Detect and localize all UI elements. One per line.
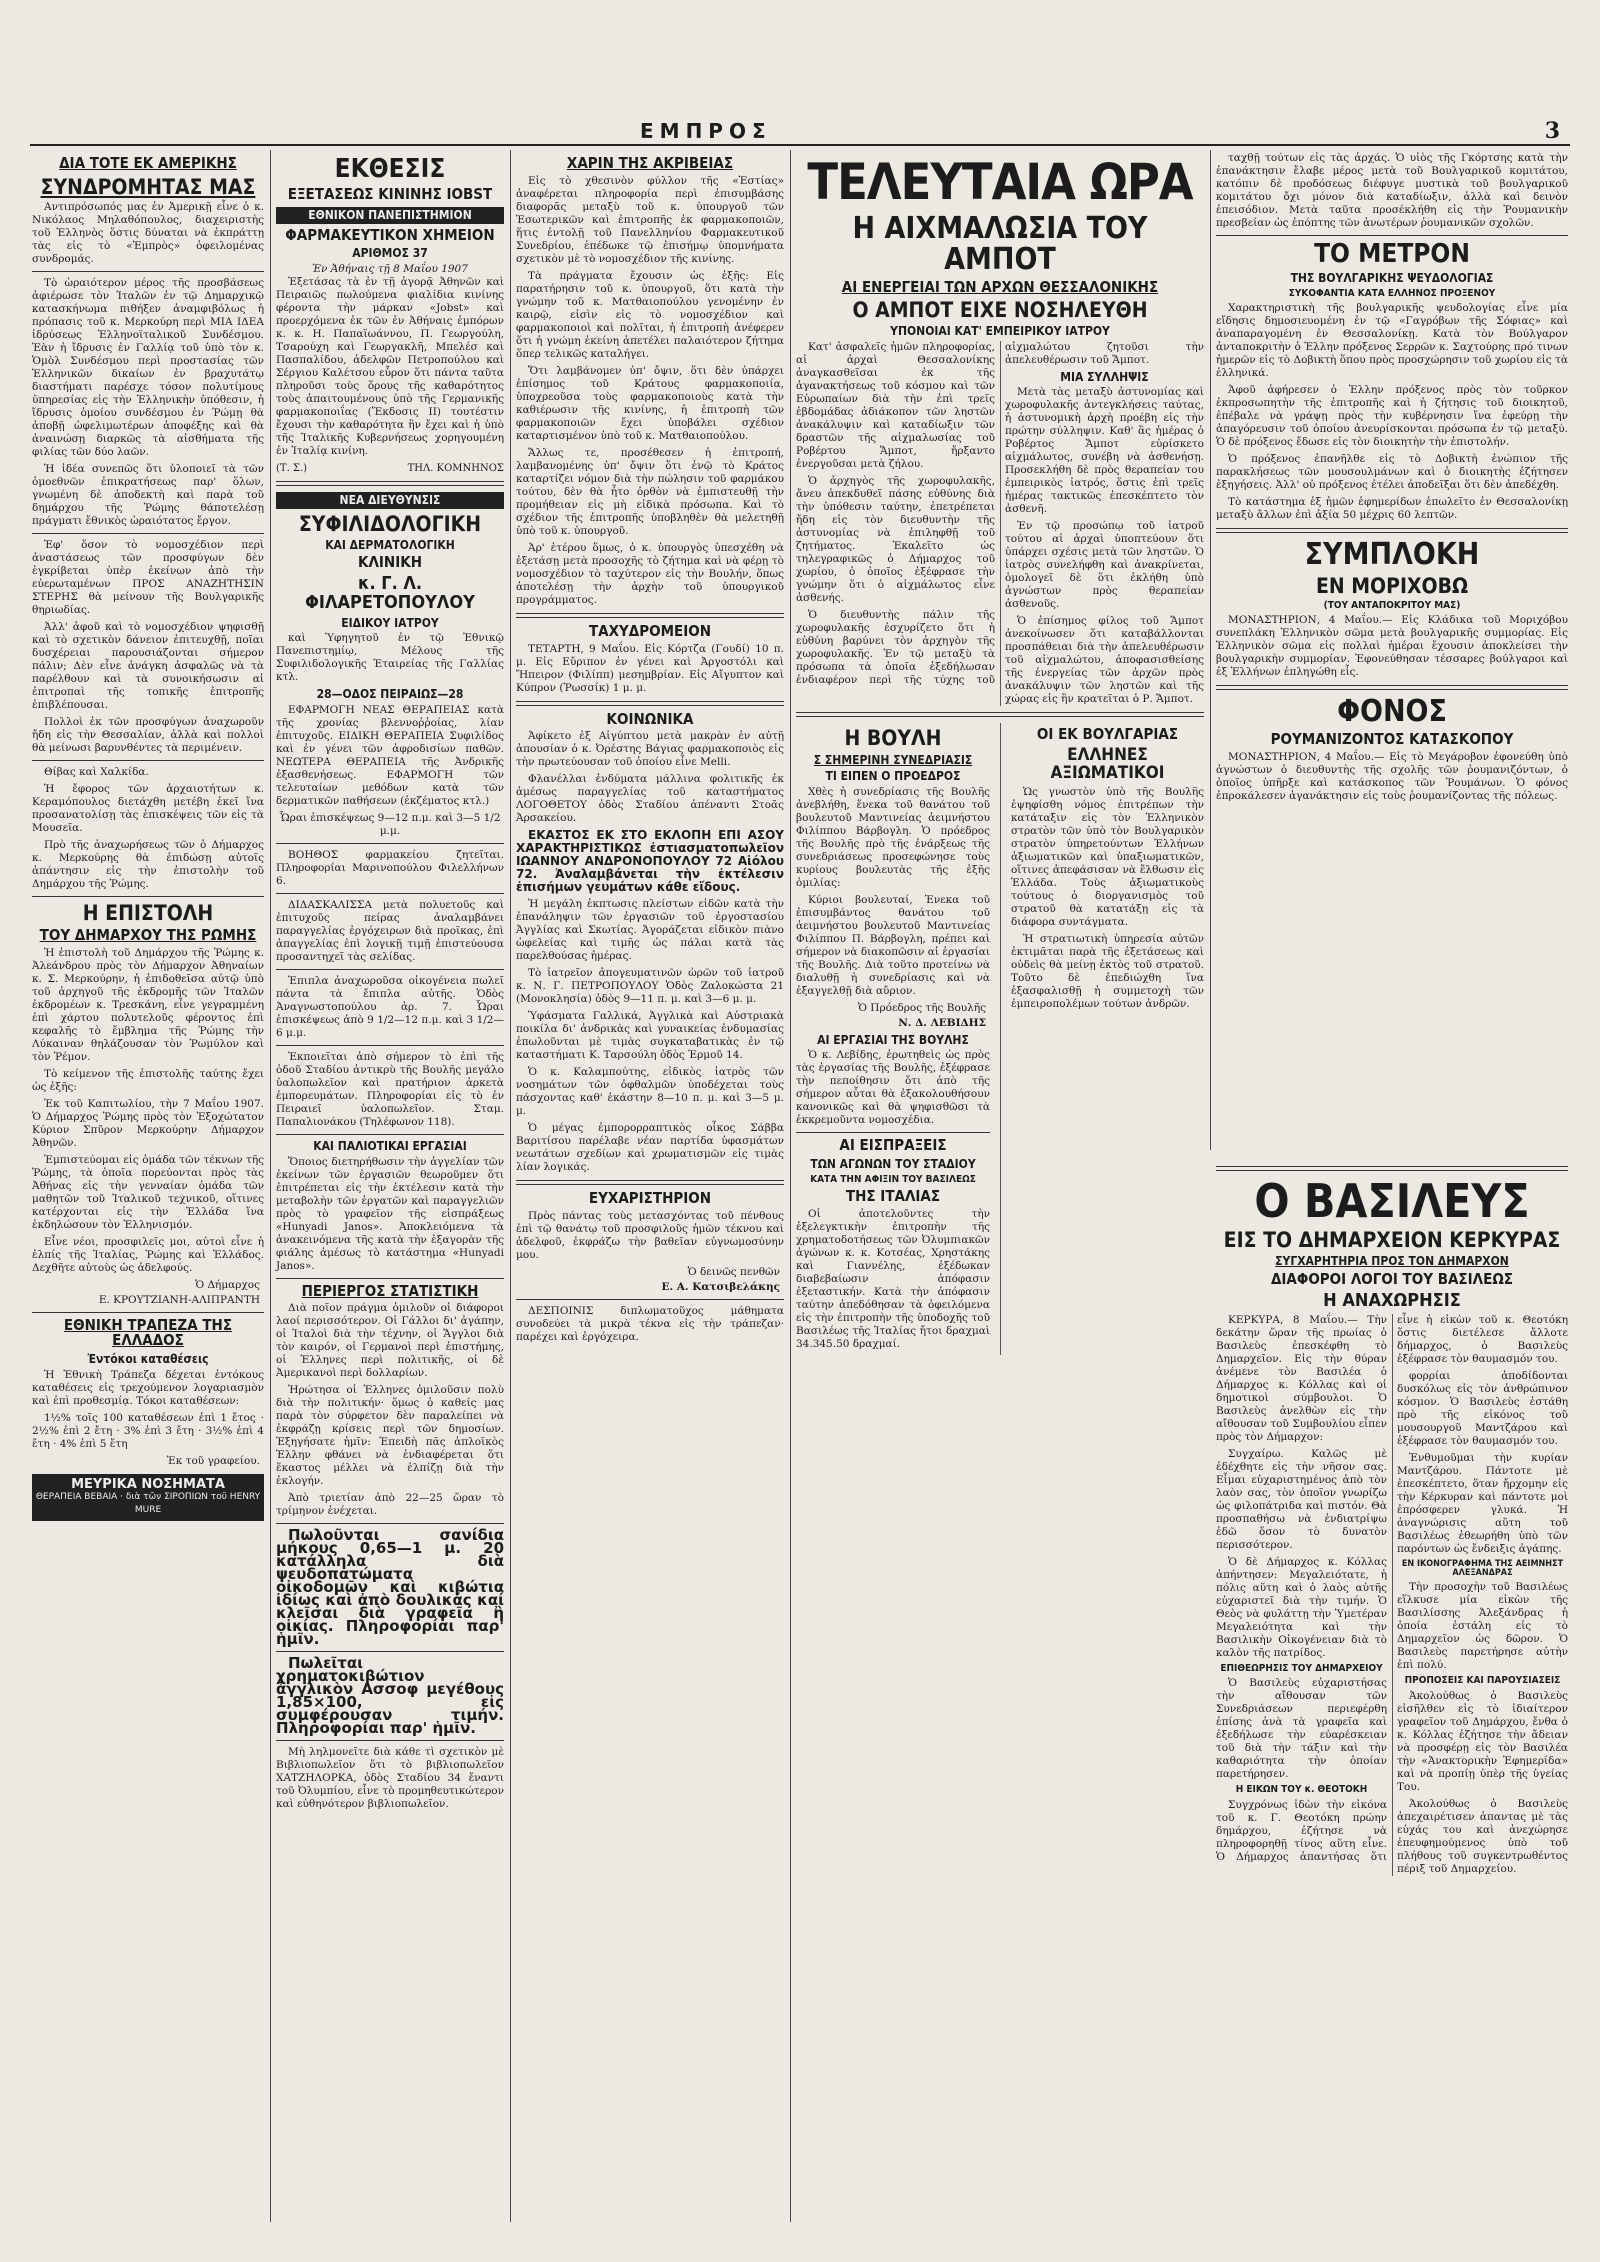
headline: ΣΥΝΔΡΟΜΗΤΑΣ ΜΑΣ	[40, 174, 256, 199]
column-rule	[790, 150, 791, 2222]
paragraph: Εἶνε νέοι, προσφιλεῖς μοι, αὐτοὶ εἶνε ἡ ἐλπίς τῆς Ἰταλίας, Ῥώμης καὶ Ἑλλάδος. Δεχθῆτε αὐτοὺς ὡς ἀδελφούς.	[32, 1235, 264, 1274]
headline: Η ΒΟΥΛΗ	[844, 726, 942, 751]
paragraph: Ἀκολούθως ὁ Βασιλεὺς ἀπεχαιρέτισεν ἀπαντας μὲ τὰς εὐχάς του καὶ ἀνεχώρησε ἐπευφημούμενος ὑπὸ τοῦ πλήθους τοῦ συγκεντρωθέντος πέριξ τοῦ Δημαρχείου.	[1397, 1797, 1568, 1875]
subheadline: ΑΙ ΕΡΓΑΣΙΑΙ ΤΗΣ ΒΟΥΛΗΣ	[817, 1032, 969, 1047]
classified-ad: ΒΟΗΘΟΣ φαρμακείου ζητεῖται. Πληροφορίαι Μαρινοπούλου Φιλελλήνων 6.	[276, 848, 504, 887]
headline: ΤΙ ΕΙΠΕΝ Ο ΠΡΟΕΔΡΟΣ	[825, 769, 961, 784]
officers-section	[1011, 723, 1204, 1354]
headline: ΟΙ ΕΚ ΒΟΥΛΓΑΡΙΑΣ	[1036, 725, 1179, 744]
headline: κ. Γ. Λ. ΦΙΛΑΡΕΤΟΠΟΥΛΟΥ	[305, 572, 475, 613]
divider	[276, 843, 504, 844]
headline: ΤΗΣ ΙΤΑΛΙΑΣ	[845, 1187, 941, 1206]
headline: ΦΟΝΟΣ	[1337, 694, 1447, 730]
masthead	[30, 118, 1570, 146]
paragraph: ΜΟΝΑΣΤΗΡΙΟΝ, 4 Μαΐου.— Εἰς τὸ Μεγάροβον ἐφονεύθη ὑπὸ ἀγνώστων ὁ διευθυντὴς τῆς σχολῆς τῶν ῥουμανιζόντων, ὁ ὁποῖος ὑπῆρξε καὶ κατάσκοπος τῶν Ῥουμάνων. Ὁ φόνος ἐπροκάλεσεν ἀγανάκτησιν εἰς τοὺς ῥουμανίζοντας τῆς πόλεως.	[1216, 750, 1568, 802]
headline: ΕΘΝΙΚΟΝ ΠΑΝΕΠΙΣΤΗΜΙΟΝ	[276, 207, 504, 224]
paragraph: Χθὲς ἡ συνεδρίασις τῆς Βουλῆς ἀνεβλήθη, ἕνεκα τοῦ θανάτου τοῦ βουλευτοῦ Μαντινείας ἀειμνήστου Φιλίππου Βάρβογλη. Ὁ πρόεδρος τῆς Βουλῆς πρὸ τῆς ἐνάρξεως τῆς συνεδριάσεως προσεφώνησε τοὺς κυρίους βουλευτὰς τῆς ἑξῆς ὁμιλίας:	[796, 785, 990, 889]
paragraph: Ὑφάσματα Γαλλικά, Ἀγγλικὰ καὶ Αὐστριακὰ ποικίλα δι' ἀνδρικὰς καὶ γυναικείας ἐνδυμασίας ἐπωλοῦνται μὲ τιμὰς συγκαταβατικὰς ἐν τῷ καταστήματι Κ. Ταρσούλη ὁδὸς Ἐρμοῦ 14.	[516, 1010, 784, 1062]
paragraph: Κύριοι βουλευταί, Ἐνεκα τοῦ ἐπισυμβάντος θανάτου τοῦ ἀειμνήστου βουλευτοῦ Μαντινείας Φιλίππου Π. Βάρβογλη, πρέπει καὶ σήμερον νὰ διακοπῶσιν αἱ ἐργασίαι τῆς Βουλῆς. Διὰ τοῦτο προτείνω νὰ διαλυθῇ ἡ συνεδρίασις καὶ νὰ ἐξαγγελθῇ διὰ αὔριον.	[796, 893, 990, 997]
lower-split	[796, 723, 1204, 1354]
headline-main: Ο ΒΑΣΙΛΕΥΣ	[1254, 1174, 1530, 1228]
rates-list: 1½% τοῖς 100 καταθέσεων ἐπὶ 1 ἔτος · 2½% ἐπὶ 2 ἔτη · 3% ἐπὶ 3 ἔτη · 3½% ἐπὶ 4 ἔτη · 4% ἐπὶ 5 ἔτη	[32, 1411, 264, 1450]
paragraph: Ὁ κ. Λεβίδης, ἐρωτηθεὶς ὡς πρὸς τὰς ἐργασίας τῆς Βουλῆς, ἐξέφρασε τὴν πεποίθησιν ὅτι ἀπὸ τῆς σήμερον αὗται θὰ ἐξακολουθήσουν κανονικῶς καὶ θὰ ψηφισθῶσι τὰ ἐκκρεμοῦντα νομοσχέδια.	[796, 1049, 990, 1127]
paragraph: Τὰ πράγματα ἔχουσιν ὡς ἑξῆς: Εἰς παρατήρησιν τοῦ κ. ὑπουργοῦ, ὅτι κατὰ τὴν γνώμην τοῦ κ. Ματθαιοπούλου γενομένην ἐν καιρῷ, εἰσὶν εἰς τὸ νομοσχέδιον καὶ φαρμακοποιοὶ καὶ πολῖται, ἡ ἐπιτροπὴ ἀνέφερεν ὅτι ἡ γνώμη ἐκείνη ἀπετέλει παλαιότερον ζήτημα ὅπερ τελικῶς καταλήγει.	[516, 269, 784, 360]
paragraph: Ἐμπιστεύομαι εἰς ὁμάδα τῶν τέκνων τῆς Ῥώμης, τὰ ὁποῖα πορεύονται πρὸς τὰς Ἀθήνας εἰς τὴν γενναίαν ὁμάδα τῶν μαθητῶν τοῦ Ἰταλικοῦ τεχνικοῦ, οἵτινες κατέρχονται εἰς τὴν Ἑλλάδα ἵνα ἐκδηλώσουν τὸν Ἑλληνισμόν.	[32, 1153, 264, 1231]
classified-ad: Μὴ ληλμονεῖτε διὰ κάθε τὶ σχετικὸν μὲ Βιβλιοπωλεῖον ὅτι τὸ βιβλιοπωλεῖον ΧΑΤΖΗΛΟΡΚΑ, ὁδὸς Σταδίου 34 ἔναντι τοῦ Ὀλυμπίου, εἶνε τὸ προμηθευτικώτερον καὶ εὐθηνότερον βιβλιοπωλεῖον.	[276, 1746, 504, 1811]
paragraph: Ὁ διευθυντὴς πάλιν τῆς χωροφυλακῆς ἐσχυρίζετο ὅτι ἡ εὐθύνη βαρύνει τὸν ἀρχηγὸν τῆς χωροφυλακῆς. Ἐν τῷ μεταξὺ τὰ πρόσωπα τὰ ὁποῖα ἐξεδήλωσαν ἐνδιαφέρον περὶ τῆς τύχης τοῦ αἰχμαλώτου ζητοῦσι τὴν ἀπελευθέρωσιν τοῦ Ἄμποτ.	[796, 340, 1204, 686]
paragraph: Εἰς τὸ χθεσινὸν φύλλον τῆς «Ἑστίας» ἀναφέρεται πληροφορία περὶ ἐπισυμβάσης διαφορᾶς μεταξὺ τοῦ κ. ὑπουργοῦ τῶν Ἐσωτερικῶν καὶ ἐπιτροπῆς ἐκ φαρμακοποιῶν, ἥτις ἐντολῇ τοῦ Πανελληνίου Φαρμακευτικοῦ Συνεδρίου, ἐπέδωκε τῷ ἐπισήμῳ ὑπομνήματα σχετικὸν μὲ τὸ νομοσχέδιον τῆς κινίνης.	[516, 174, 784, 265]
headline: ΚΛΙΝΙΚΗ	[358, 553, 422, 572]
headline: ΕΚΘΕΣΙΣ	[334, 154, 446, 184]
paragraph: Ἐφ' ὅσον τὸ νομοσχέδιον περὶ ἀναστάσεως τῶν προσφύγων δὲν ἐγκρίβεται ὑπὲρ ἐκείνων ἀπὸ τὴν εὐερωταμένων ΠΡΟΣ ΑΝΑΖΗΤΗΣΙΝ ΣΤΕΡΗΣ θὰ μείνουν τῆς Βουλγαρικῆς θηριωδίας.	[32, 538, 264, 616]
divider	[276, 1045, 504, 1046]
subheadline: ΕΠΙΘΕΩΡΗΣΙΣ ΤΟΥ ΔΗΜΑΡΧΕΙΟΥ	[1220, 1662, 1383, 1674]
divider	[276, 1740, 504, 1741]
subheadline: Η ΕΙΚΩΝ ΤΟΥ κ. ΘΕΟΤΟΚΗ	[1235, 1784, 1368, 1796]
headline: ΕΘΝΙΚΗ ΤΡΑΠΕΖΑ ΤΗΣ ΕΛΛΑΔΟΣ	[63, 1315, 233, 1350]
headline: ΕΥΧΑΡΙΣΤΗΡΙΟΝ	[588, 1189, 712, 1208]
divider	[796, 1132, 990, 1133]
paragraph: Συγχαίρω. Καλῶς μὲ ἐδέχθητε εἰς τὴν νῆσον σας. Εἶμαι εὐχαριστημένος ἀπὸ τὸν λαὸν σας, τὸν ὁποῖον γνωρίζω ὡς φιλοπάτριδα καὶ πιστόν. Θὰ προσπαθήσω νὰ ἐνδιατρίψω ἐδῶ ὅσον τὸ δυνατὸν περισσότερον.	[1216, 1447, 1387, 1551]
classified-ad: Ἐπιπλα ἀναχωροῦσα οἰκογένεια πωλεῖ πάντα τὰ ἔπιπλα αὐτῆς. Ὁδὸς Ἀναγνωστοπούλου ἀρ. 7. Ὧραι ἐπισκέψεως ἀπὸ 9 1/2—12 π.μ. καὶ 3 1/2—6 μ.μ.	[276, 974, 504, 1039]
divider	[516, 613, 784, 618]
paragraph: Πρὸ τῆς ἀναχωρήσεως τῶν ὁ Δήμαρχος κ. Μερκούρης θὰ ἐπιδώσῃ αὐτοῖς ἀπάντησιν εἰς τὴν ἐπιστολὴν τοῦ Δημάρχου τῆς Ῥώμης.	[32, 838, 264, 890]
headline: (ΤΟΥ ΑΝΤΑΠΟΚΡΙΤΟΥ ΜΑΣ)	[1323, 599, 1461, 611]
divider	[1216, 235, 1568, 236]
signature-row	[276, 462, 504, 475]
paragraph: Ἐν τῷ προσώπῳ τοῦ ἰατροῦ τούτου αἱ ἀρχαὶ ὑποπτεύουν ὅτι ὑπάρχει σχέσις μετὰ τῶν ληστῶν. Ὁ ἰατρὸς συνελήφθη καὶ ἀνακρίνεται, ὁμολογεῖ δὲ ὅτι ἐκλήθη ὑπὸ ἀγνώστων πρὸς θεραπείαν ἀσθενοῦς.	[1005, 520, 1204, 611]
headline: Σ ΣΗΜΕΡΙΝΗ ΣΥΝΕΔΡΙΑΣΙΣ	[813, 752, 973, 767]
article-columns	[796, 341, 1204, 707]
headline: ΑΙ ΕΙΣΠΡΑΞΕΙΣ	[839, 1136, 947, 1155]
parliament-section	[796, 723, 990, 1354]
paragraph: Ἀφοῦ ἀφήρεσεν ὁ Ἑλλην πρόξενος πρὸς τὸν τοῦρκον ἐκπροσωπητὴν τῆς ἐπιτροπῆς καὶ ἡ ζήτησις τοῦ διοικητοῦ, ἐπέβαλε νὰ γράψῃ πρὸς τὴν κυβέρνησιν ἵνα ἐφεύρῃ τὴν ἀπαγόρευσιν τοῦ ὁποίου ἀνευρίσκονται πρόσωπα ἐν τῷ μεταξύ. Ὁ δὲ πρόξενος ἔδωσε εἰς τὸν διοικητὴν τὴν ἐπιστολήν.	[1216, 384, 1568, 449]
paragraph: Ὁ ἐπίσημος φίλος τοῦ Ἄμποτ ἀνεκοίνωσεν ὅτι καταβάλλονται προσπάθειαι διὰ τὴν ἀπελευθέρωσιν τοῦ αἰχμαλώτου, ἀποφασισθείσης τῆς ἐνεργείας τῶν ἀρχῶν πρὸς ἀνακάλυψιν τῶν ληστῶν καὶ τῆς χώρας εἰς ἣν κρατεῖται ὁ Ρ. Ἄμποτ.	[1005, 615, 1204, 706]
headline: ΥΠΟΝΟΙΑΙ ΚΑΤ' ΕΜΠΕΙΡΙΚΟΥ ΙΑΤΡΟΥ	[890, 324, 1110, 339]
headline: ΚΑΤΑ ΤΗΝ ΑΦΙΞΙΝ ΤΟΥ ΒΑΣΙΛΕΩΣ	[810, 1173, 976, 1185]
headline-main: ΤΕΛΕΥΤΑΙΑ ΩΡΑ	[807, 153, 1193, 211]
headline: Ο ΑΜΠΟΤ ΕΙΧΕ ΝΟΣΗΛΕΥΘΗ	[852, 298, 1148, 323]
classified-ad: Πωλεῖται χρηματοκιβώτιον ἀγγλικὸν Ασσοφ μεγέθους 1,85×100, εἰς συμφέρουσαν τιμήν. Πληροφορίαι παρ' ἡμῖν.	[276, 1654, 504, 1738]
headline: ΕΙΣ ΤΟ ΔΗΜΑΡΧΕΙΟΝ ΚΕΡΚΥΡΑΣ	[1223, 1228, 1561, 1253]
headline: Η ΑΙΧΜΑΛΩΣΙΑ ΤΟΥ ΑΜΠΟΤ	[852, 210, 1148, 277]
article-columns	[1216, 1314, 1568, 1876]
column-3	[516, 152, 784, 2222]
paragraph: ταχθῇ τούτων εἰς τὰς ἀρχάς. Ὁ υἱὸς τῆς Γκόρτσης κατὰ τὴν ἐπανάκτησιν ἔλαβε μέρος μετὰ τοῦ Βουλγαρικοῦ κομιτάτου, κατόπιν δὲ προδόσεως διέφυγε μυστικὰ τοῦ βουλγαρικοῦ κομιτάτου ὄχι μόνον διὰ καταδίωξιν, ἀλλὰ καὶ δεινὸν ἐπεισόδιον. Μετὰ ταῦτα προσέκλήθη εἰς τὴν Ῥουμανικὴν πρεσβείαν ὡς ἐπόπτης τῶν ἀνωτέρων ῥουμανικῶν σχολῶν.	[1216, 152, 1568, 229]
column-rule	[510, 150, 511, 2222]
headline: ΤΗΣ ΒΟΥΛΓΑΡΙΚΗΣ ΨΕΥΔΟΛΟΓΙΑΣ	[1290, 271, 1494, 286]
paragraph: ΜΟΝΑΣΤΗΡΙΟΝ, 4 Μαΐου.— Εἰς Κλάδικα τοῦ Μοριχόβου συνεπλάκη Ἑλληνικὸν σῶμα μετὰ βουλγαρικῆς συμμορίας. Εἰς Ἑλληνικὸν σῶμα εἰς πολλαὶ ἡμέραι ἔχουσιν ἀποκλείσει τὴν βουλγαρικὴν συμμορίαν. Ἐφονεύθησαν τέσσαρες βούλγαροι καὶ ἐξ Ἑλλήνων ἐπληγώθη εἷς.	[1216, 614, 1568, 679]
headline: ΕΛΛΗΝΕΣ ΑΞΙΩΜΑΤΙΚΟΙ	[1050, 745, 1165, 784]
signature: Ν. Δ. ΛΕΒΙΔΗΣ	[898, 1016, 986, 1029]
headline: ΚΑΙ ΔΕΡΜΑΤΟΛΟΓΙΚΗ	[325, 537, 455, 552]
paragraph: φορρίαι ἀποδίδονται δυσκόλως εἰς τὸν ἀνθρώπινον κόσμον. Ὁ Βασιλεὺς ἐστάθη πρὸ τῆς εἰκόνος τοῦ μουσουργοῦ Μαντζάρου καὶ ἐξέφρασε τὸν θαυμασμόν του.	[1397, 1369, 1568, 1447]
paragraph: Ὅποιος διετηρήθωσιν τὴν ἀγγελίαν τῶν ἐκείνων τῶν ἐργασιῶν θεωροῦμεν ὅτι ἐπιτρέπεται εἰς τὴν ἐκτέλεσιν κατὰ τὴν μεταβολὴν τῶν ἐργατῶν καὶ παραγγελιῶν πρὸς τὸ γραφεῖον τῆς εἰσπράξεως «Hunyadi Janos». Ἀποκλειόμενα τὰ ἀνακεινόμενα τῆς κατὰ τὴν ἐξαγορὰν τῆς φιάλης ἀμέσως τὸ κατάστημα «Hunyadi Janos».	[276, 1155, 504, 1272]
divider	[516, 1180, 784, 1185]
paragraph: Φλανέλλαι ἐνδύματα μάλλινα φολιτικῆς ἐκ ἀμέσως παραγγελίας τοῦ καταστήματος ΛΟΓΟΘΕΤΟΥ ὁδὸς Σταδίου ἀπέναντι Στοᾶς Ἀρσακείου.	[516, 773, 784, 825]
divider	[276, 481, 504, 486]
paragraph: Ἀλλ' ἀφοῦ καὶ τὸ νομοσχέδιον ψηφισθῇ καὶ τὸ σχετικὸν δάνειον ἐπιτευχθῇ, ποῖαι δυσχέρειαι παρουσιάζονται σήμερον πάλιν; Δὲν εἶνε ἀνάγκη ἀσφαλῶς νὰ τὰ παρέλθουν καὶ τὰ συνοικήσωσιν αἱ ἐπιτροπαὶ τῆς τοπικῆς ἐπιτροπῆς ἐπιβλέπουσαι.	[32, 620, 264, 711]
paragraph: Ὁ μέγας ἐμπορορραπτικὸς οἶκος Σάββα Βαριτίσου παρέλαβε νέαν παρτίδα ὑφασμάτων νεωτάτων σχεδίων καὶ χρωματισμῶν εἰς τιμὰς λίαν λογικάς.	[516, 1122, 784, 1174]
paragraph: Τὸ κείμενον τῆς ἐπιστολῆς ταύτης ἔχει ὡς ἑξῆς:	[32, 1067, 264, 1093]
paragraph: Ὡς γνωστὸν ὑπὸ τῆς Βουλῆς ἐψηφίσθη νόμος ἐπιτρέπων τὴν κατάταξιν εἰς τὸν Ἑλληνικὸν στρατὸν τῶν ὑπὸ τὸν Βουλγαρικὸν στρατὸν ὑπηρετούντων Ἑλλήνων ἀξιωματικῶν καὶ ὑπαξιωματικῶν, οἵτινες ἀπεφάσισαν νὰ ἔλθωσιν εἰς Ἑλλάδα. Τοὺς ἀξιωματικοὺς τούτους ὁ διοργανισμὸς τοῦ στρατοῦ θὰ κατατάξῃ εἰς τὰ διάφορα συντάγματα.	[1010, 785, 1204, 928]
headline: ΤΑΧΥΔΡΟΜΕΙΟΝ	[588, 621, 712, 640]
paragraph: Ἀκολούθως ὁ Βασιλεὺς εἰσῆλθεν εἰς τὸ ἰδιαίτερον γραφεῖον τοῦ Δημάρχου, ἔνθα ὁ κ. Κόλλας ἐζήτησε τὴν ἄδειαν νὰ προσφέρῃ εἰς τὸν Βασιλέα τὴν «Ἀνακτορικὴν Ἐφημερίδα» καὶ νὰ προπίῃ ὑπὲρ τῆς ὑγείας Του.	[1397, 1689, 1568, 1793]
paragraph: Ἡ ἰδέα συνεπῶς ὅτι ὑλοποιεῖ τὰ τῶν ὁμοεθνῶν ἐπικρατήσεως παρ' ὅλων, γνωμένη δὲ ἀποδεκτὴ καὶ παρὰ τοῦ δημάρχου τῆς Ῥώμης θάποτελέσῃ πράγματι ἔθνικὸς ὡραιότατος ἔργον.	[32, 462, 264, 527]
column-1	[32, 152, 264, 2222]
headline: ΔΙΑ ΤΟΤΕ ΕΚ ΑΜΕΡΙΚΗΣ	[59, 154, 237, 172]
headline: ΕΙΔΙΚΟΥ ΙΑΤΡΟΥ	[341, 615, 439, 630]
signature: Ἐκ τοῦ γραφείου.	[166, 1454, 260, 1467]
signature: ΤΗΛ. ΚΟΜΝΗΝΟΣ	[407, 462, 504, 474]
paragraph: Συγχρόνως ἰδὼν τὴν εἰκόνα τοῦ κ. Γ. Θεοτόκη πρώην δημάρχου, ἐζήτησε νὰ πληροφορηθῇ τίνος αὕτη εἶνε. Ὁ Δήμαρχος ἀπαντήσας ὅτι εἶνε ἡ εἰκὼν τοῦ κ. Θεοτόκη ὅστις διετέλεσε ἄλλοτε δήμαρχος, ὁ Βασιλεὺς ἐξέφρασε τὸν θαυμασμόν του.	[1216, 1313, 1568, 1863]
headline: ΕΝ ΜΟΡΙΧΟΒΩ	[1315, 573, 1469, 598]
headline: ΠΕΡΙΕΡΓΟΣ ΣΤΑΤΙΣΤΙΚΗ	[301, 1281, 479, 1300]
paragraph: Ἀρ' ἑτέρου ὅμως, ὁ κ. ὑπουργὸς ὑπεσχέθη νὰ ἐξετάσῃ μετὰ προσοχῆς τὸ ζήτημα καὶ νὰ φέρῃ τὸ νομοσχέδιον τὸ ταχύτερον εἰς τὴν Βουλήν, ὅπως ἀποτελέσῃ τὴν ἀρχὴν τοῦ ὑπουργικοῦ προγράμματος.	[516, 541, 784, 606]
paragraph: Διὰ ποῖον πράγμα ὁμιλοῦν οἱ διάφοροι λαοί περισσότερον. Οἱ Γάλλοι δι' ἀγάπην, οἱ Ἰταλοὶ διὰ τὴν τέχνην, οἱ Ἄγγλοι διὰ τὸν καιρόν, οἱ Γερμανοὶ περὶ ἐπιστήμης, οἱ Ἑλληνες περὶ πολιτικῆς, οἱ δὲ Ἀμερικανοὶ περὶ δολλαρίων.	[276, 1302, 504, 1380]
address: 28—ΟΔΟΣ ΠΕΙΡΑΙΩΣ—28	[316, 687, 464, 702]
office-hours: Ὧραι ἐπισκέψεως 9—12 π.μ. καὶ 3—5 1/2 μ.μ.	[279, 811, 501, 837]
paragraph: Ἠρώτησα οἱ Ἑλληνες ὁμιλοῦσιν πολὺ διὰ τὴν πολιτικήν· ὅμως ὁ καθείς μας παρὰ τὸν σύρφετον δὲν παραλείπει νὰ ἐκφράζῃ κρίσεις περὶ τῶν δημοσίων. Ἐξηγήσατε ἡμῖν: Ἐπειδὴ πᾶς ἀπλοϊκὸς Ἑλλην φθάνει νὰ ἐνδιαφέρεται ὅτι ἕκαστος μέλλει νὰ ἐλπίζῃ διὰ τὴν ἐκλογήν.	[276, 1384, 504, 1488]
divider	[516, 1299, 784, 1300]
paragraph: Ἀφίκετο ἐξ Αἰγύπτου μετὰ μακρὰν ἐν αὐτῇ ἀπουσίαν ὁ κ. Ὀρέστης Βάγιας φαρμακοποιὸς εἰς τὴν πρωτεύουσαν τοῦ ὁποίου εἶνε Μelli.	[516, 730, 784, 769]
paragraph: ΕΚΑΣΤΟΣ ΕΚ ΣΤΟ ΕΚΛΟΠΗ ΕΠΙ ΑΣΟΥ ΧΑΡΑΚΤΗΡΙΣΤΙΚΩΣ ἐστιασματοπωλεῖον ΙΩΑΝΝΟΥ ΑΝΔΡΟΝΟΠΟΥΛΟΥ 72 Αἰόλου 72. Ἀναλαμβάνεται τὴν ἐκτέλεσιν ἐπισήμων γευμάτων κάθε εἴδους.	[516, 828, 784, 895]
headline: ΤΟ ΜΕΤΡΟΝ	[1314, 239, 1470, 269]
divider	[32, 760, 264, 761]
paragraph: Πολλοὶ ἐκ τῶν προσφύγων ἀναχωροῦν ἤδη εἰς τὴν Θεσσαλίαν, ἀλλὰ καὶ πολλοὶ θὰ μείνωσι βαρυνθέντες τὰ περιμένειν.	[32, 715, 264, 754]
paragraph: Τὸ ὡραιότερον μέρος τῆς προσβάσεως ἀφιέρωσε τὸν Ἰταλῶν ἐν τῷ Δημαρχικῷ κατασκήνωμα πιθήξεν ἀναμφιβόλως ἡ πρόπασις τοῦ κ. Μερκούρη περὶ ΜΙΑ ΙΔΕΑ ἱδρύσεως Ἑλληνοϊταλικοῦ Συνδέσμου. Ἐὰν ἡ ἴδρυσις ἐν Γαλλίᾳ τοῦ ὑπὸ τὸν κ. Ὁμὸλ Συνδέσμου περὶ προστασίας τῶν Ἑλληνικῶν δικαίων ἐν βραχυτάτῳ διαστήματι παρέσχε τόσον πολυτίμους ὑπηρεσίας εἰς τὴν Ἑλληνικὴν ὑπόθεσιν, ἡ ἴδρυσις ὁμοίου συνδέσμου ἐν Ῥώμῃ θὰ ἀποβῇ ὠφελιμωτέρων ἀποφέξης καὶ θὰ ἀναινώσῃ διαρκῶς τὰ αἰσθήματα τῆς φιλίας τῶν δύο λαῶν.	[32, 276, 264, 458]
king-article	[1216, 1160, 1568, 2220]
headline: ΑΡΙΘΜΟΣ 37	[352, 246, 428, 261]
paragraph: Ἐνθυμοῦμαι τὴν κυρίαν Μαντζάρου. Πάντοτε μὲ ἐπεσκέπτετο, ὅταν ἤρχομην εἰς τὴν Κέρκυραν καὶ πάντοτε μοὶ ἐπρόσφερεν γλυκά. Ἡ ἀναγνώρισις αὕτη τοῦ Βασιλέως ἐθεωρήθη ὑπὸ τῶν παρόντων ὡς ἔνδειξις ἀγάπης.	[1397, 1451, 1568, 1555]
divider	[276, 893, 504, 894]
seal-mark: (Τ. Σ.)	[276, 462, 308, 474]
newspaper-name: ΕΜΠΡΟΣ	[640, 119, 772, 143]
advert-title: ΜΕΥΡΙΚΑ ΝΟΣΗΜΑΤΑ	[71, 1476, 225, 1492]
column-rule	[1000, 723, 1001, 1354]
paragraph: Ὁ πρόξενος ἐπανῆλθε εἰς τὸ Δοβικτὴ ἐνώπιον τῆς παρακλήσεως τῶν μουσουλμάνων καὶ ὁ διοικητὴς ἐζήτησεν ἐξηγήσεις. Ἀλλ' οὐ πρόξενος ἐτέλει ἀποδεῖξαι ὅτι δὲν ἀπεδέχθη.	[1216, 453, 1568, 492]
classified-ad: ΔΕΣΠΟΙΝΙΣ διπλωματοῦχος μάθηματα συνοδεύει τὰ μικρὰ τέκνα εἰς τὴν τράπεζαν· παρέχει καὶ ἐργόχειρα.	[516, 1305, 784, 1343]
paragraph: Ὅτι λαμβάνομεν ὑπ' ὄψιν, ὅτι δὲν ὑπάρχει ἐπίσημος τοῦ Κράτους φαρμακοποιία, ὑποχρεοῦσα τοὺς φαρμακοποιοὺς κατὰ τὴν καθιέρωσιν τῆς κινίνης, ἡ ἐπιτροπὴ τῶν φαρμακοποιῶν ἔχει ὑποβάλει σχέδιον καταρτισμένον ὑπὸ τοῦ κ. Ματθαιοπούλου.	[516, 364, 784, 442]
paragraph: Οἱ ἀποτελοῦντες τὴν ἐξελεγκτικὴν ἐπιτροπὴν τῆς χρηματοδοτήσεως τῶν Ὀλυμπιακῶν ἀγώνων κ. κ. Κοτσέας, Χρηστάκης καὶ Γιαννέλης, ἐξέδωκαν διαβεβαίωσιν ἀπόφασιν ἐξεταστικήν. Κατὰ τὴν ἀπόφασιν ταύτην ἀπεδόθησαν τὰ ὀφειλόμενα εἰς τὴν ἐπιτροπὴν τῆς ὑποδοχῆς τοῦ Βασιλέως τῆς Ἰταλίας ἤτοι δραχμαὶ 34.345.50 δραχμαί.	[796, 1207, 990, 1350]
paragraph: Ἡ ἔφορος τῶν ἀρχαιοτήτων κ. Κεραμόπουλος διετάχθη μετέβη ἐκεῖ ἵνα προσανατολίσῃ τὰς ἐπισκέψεις τῶν εἰς τὰ Μουσεῖα.	[32, 782, 264, 834]
paragraph: Ἡ ἐπιστολὴ τοῦ Δημάρχου τῆς Ῥώμης κ. Ἀλεάνδρου πρὸς τὸν Δήμαρχον Ἀθηναίων κ. Σ. Μερκούρην, ἡ ἐπιδοθεῖσα αὐτῷ ὑπὸ τοῦ ἀρχηγοῦ τῆς ἐκδρομῆς τῶν Ἰταλῶν ἐκδρομέων κ. Τρεσκάνη, εἶνε γεγραμμένη ἐπὶ χάρτου πολυτελοῦς φέροντος ἐπὶ κεφαλῆς τὸ ἔμβλημα τῆς Ῥώμης τὴν Λύκαιναν θηλάζουσαν τὸν Ῥωμύλον καὶ τὸν Ῥέμον.	[32, 946, 264, 1063]
headline: ΡΟΥΜΑΝΙΖΟΝΤΟΣ ΚΑΤΑΣΚΟΠΟΥ	[1270, 729, 1514, 748]
paragraph: καὶ Ὑφηγητοῦ ἐν τῷ Ἐθνικῷ Πανεπιστημίῳ, Μέλους τῆς Συφιλιδολογικῆς Ἑταιρείας τῆς Γαλλίας κτλ.	[276, 632, 504, 684]
paragraph: Ἡ στρατιωτικὴ ὑπηρεσία αὐτῶν ἐκτιμᾶται παρὰ τῆς ἐξετάσεως καὶ οὐδεὶς θὰ μείνῃ ἐκτὸς τοῦ στρατοῦ. Τοῦτο δὲ ἐπεδιώχθη ἵνα ἐξασφαλισθῇ ἡ συμμετοχὴ τῶν ἐμπειροπολέμων τούτων ἀνδρῶν.	[1010, 932, 1204, 1010]
column-2	[276, 152, 504, 2222]
paragraph: Τὴν προσοχὴν τοῦ Βασιλέως εἵλκυσε μία εἰκὼν τῆς Βασιλίσσης Ἀλεξάνδρας ἡ ὁποία ἐστάλη εἰς τὸ Δημαρχεῖον ὡς δῶρον. Ὁ Βασιλεὺς παρετήρησε αὐτὴν ἐπὶ πολύ.	[1397, 1581, 1568, 1672]
paragraph: Ὁ Βασιλεὺς εὐχαριστήσας τὴν αἴθουσαν τῶν Συνεδριάσεων περιεφέρθη ἐπίσης ἀνὰ τὰ γραφεῖα καὶ ἐξεδήλωσε τὴν εὐαρέσκειαν τοῦ διὰ τὴν τάξιν καὶ τὴν καθαριότητα τὴν ὁποίαν παρετήρησεν.	[1216, 1677, 1387, 1781]
signature: Ὁ δεινῶς πενθῶν	[687, 1266, 780, 1278]
paragraph: ΕΦΑΡΜΟΓΗ ΝΕΑΣ ΘΕΡΑΠΕΙΑΣ κατὰ τῆς χρονίας βλεννοῤῥοίας, λίαν ἐπιτυχοῦς. ΕΙΔΙΚΗ ΘΕΡΑΠΕΙΑ Συφιλίδος καὶ ἐν γένει τῶν ἀφροδισίων παθῶν. ΝΕΩΤΕΡΑ ΘΕΡΑΠΕΙΑ τῆς Ἀνδρικῆς ἐξασθενήσεως. ΕΦΑΡΜΟΓΗ τῶν τελευταίων μεθόδων κατὰ τῶν δερματικῶν παθήσεων (ἐκζέματος κτλ.)	[276, 703, 504, 807]
subheadline: Ἐντόκοι καταθέσεις	[87, 1352, 209, 1367]
paragraph: Ἡ μεγάλη ἐκπτωσις πλείστων εἰδῶν κατὰ τὴν ἐπανάληψιν τῶν ἐργασιῶν τοῦ ἐργοστασίου Ἀγγλίας καὶ Σκωτίας. Ἀγοράζεται εἰδικὸν πιὰνο ὠφελείας καὶ τιμῆς ὡς πάλαι κατὰ τὰς παρελθούσας ἡμέρας.	[516, 898, 784, 963]
paragraph: Τὸ ἰατρεῖον ἀπογευματινῶν ὡρῶν τοῦ ἰατροῦ κ. Ν. Γ. ΠΕΤΡΟΠΟΥΛΟΥ Ὁδὸς Ζαλοκώστα 21 (Μονοκλησία) ὁδὸς 9—11 π. μ. καὶ 3—6 μ. μ.	[516, 967, 784, 1006]
headline: ΕΞΕΤΑΣΕΩΣ ΚΙΝΙΝΗΣ ΙOBST	[287, 185, 493, 204]
divider	[1216, 1166, 1568, 1171]
paragraph: Ὁ δὲ Δήμαρχος κ. Κόλλας ἀπήντησεν: Μεγαλειότατε, ἡ πόλις αὕτη καὶ ὁ λαὸς αὐτῆς εὐχαριστεῖ διὰ τὴν τιμήν. Ὁ Θεὸς νὰ φυλάττῃ τὴν Ὑμετέραν Μεγαλειότητα καὶ τὴν Βασιλικὴν Οἰκογένειαν διὰ τὸ καλὸν τῆς πατρίδος.	[1216, 1555, 1387, 1659]
paragraph: Ἐξετάσας τὰ ἐν τῇ ἀγορᾷ Ἀθηνῶν καὶ Πειραιῶς πωλούμενα φιαλίδια κινίνης φέροντα τὴν μάρκαν «Jobst» καὶ προερχόμενα ἐκ τῶν ἐν Ἀθήναις ἐμπόρων κ. κ. Η. Παπαϊωάννου, Π. Γεωργούλη, Τσαρούχη καὶ Γεωργακλῆ, Μπελέσ καὶ Πασπαλίδου, ἀδελφῶν Πετροπούλου καὶ Σέργιου Καλέτσου εὗρον ὅτι πάντα ταῦτα πληροῦσι τοὺς ὅρους τῆς καθαρότητος τοὺς ἀπαιτουμένους ὑπὸ τῆς Γερμανικῆς φαρμακοποιΐας (Ἔκδοσις ΙΙ) τουτέστιν ἔχουσι τὴν καθαρότητα ἣν ἔχει καὶ ἡ ὑπὸ τῆς Ἰταλικῆς Κυβερνήσεως χορηγουμένη ἐν Ἰταλίᾳ κινίνη.	[276, 275, 504, 457]
divider	[32, 896, 264, 897]
divider	[1216, 685, 1568, 690]
headline: ΣΥΦΙΛΙΔΟΛΟΓΙΚΗ	[298, 511, 482, 536]
divider	[276, 1523, 504, 1524]
column-5	[1216, 152, 1568, 1152]
column-4	[796, 152, 1204, 1350]
headline: ΣΥΜΠΛΟΚΗ	[1304, 537, 1480, 573]
headline: ΧΑΡΙΝ ΤΗΣ ΑΚΡΙΒΕΙΑΣ	[566, 154, 734, 172]
headline: ΣΥΚΟΦΑΝΤΙΑ ΚΑΤΑ ΕΛΛΗΝΟΣ ΠΡΟΞΕΝΟΥ	[1288, 287, 1496, 299]
headline: ΔΙΑΦΟΡΟΙ ΛΟΓΟΙ ΤΟΥ ΒΑΣΙΛΕΩΣ	[1270, 1269, 1514, 1288]
headline: ΑΙ ΕΝΕΡΓΕΙΑΙ ΤΩΝ ΑΡΧΩΝ ΘΕΣΣΑΛΟΝΙΚΗΣ	[841, 277, 1159, 296]
column-rule	[1210, 150, 1211, 1150]
page-number: 3	[1544, 118, 1560, 144]
divider	[516, 701, 784, 706]
subheadline: ΜΙΑ ΣΥΛΛΗΨΙΣ	[1060, 369, 1149, 384]
paragraph: Πρὸς πάντας τοὺς μετασχόντας τοῦ πένθους ἐπὶ τῷ θανάτῳ τοῦ προσφιλοῦς ἡμῶν τέκνου καὶ ἀδελφοῦ, ἐκφράζω τὴν βαθεῖαν εὐγνωμοσύνην μου.	[516, 1210, 784, 1261]
subheadline: ΠΡΟΠΟΣΕΙΣ ΚΑΙ ΠΑΡΟΥΣΙΑΣΕΙΣ	[1404, 1675, 1561, 1687]
paragraph: Ἐκ τοῦ Καπιτωλίου, τὴν 7 Μαΐου 1907. Ὁ Δήμαρχος Ῥώμης πρὸς τὸν Ἐξοχώτατον Κύριον Σπῦρον Μερκούρην Δήμαρχον Ἀθηνῶν.	[32, 1097, 264, 1149]
classified-ad: Πωλοῦνται σανίδια μήκους 0,65—1 μ. 20 κατάλληλα διὰ ψευδοπατώματα οἰκοδομῶν καὶ κιβώτια ἰδίως καὶ ἀπὸ δουλικάς καί κλεῖσαι διὰ γραφεῖα ἢ οἰκίας. Πληροφορίαι παρ' ἡμῖν.	[276, 1526, 504, 1649]
divider	[796, 712, 1204, 717]
divider	[276, 1651, 504, 1652]
headline: ΣΥΓΧΑΡΗΤΗΡΙΑ ΠΡΟΣ ΤΟΝ ΔΗΜΑΡΧΟΝ	[1275, 1254, 1509, 1269]
headline: ΚΑΙ ΠΑΛΙΟΤΙΚΑΙ ΕΡΓΑΣΙΑΙ	[313, 1138, 467, 1153]
paragraph: Ἀπὸ τριετίαν ἀπὸ 22—25 ὥραν τὸ τρίμηνον ἐνέχεται.	[276, 1492, 504, 1518]
headline: ΝΕΑ ΔΙΕΥΘΥΝΣΙΣ	[276, 492, 504, 509]
headline: ΤΩΝ ΑΓΩΝΩΝ ΤΟΥ ΣΤΑΔΙΟΥ	[810, 1157, 976, 1172]
paragraph: Αντιπρόσωπός μας ἐν Ἀμερικῇ εἶνε ὁ κ. Νικόλαος Μηλαθόπουλος, διαχειριστὴς τοῦ Ἑλληνὸς ὅστις δύναται νὰ ἐκπράττῃ τὰς εἰς τὸ «Ἐμπρὸς» ὀφειλομένας συνδρομάς.	[32, 200, 264, 265]
paragraph: Ὁ ἀρχηγὸς τῆς χωροφυλακῆς, ἄνευ ἀπεκδυθεῖ πάσης εὐθύνης διὰ τὴν ὑπόθεσιν ταύτην, ἐπετρέπεται ἤδη εἰς τὸν διευθυντὴν τῆς ἀστυνομίας νὰ ἐπιληφθῇ τοῦ ζητήματος. Ἐκαλεῖτο ὡς τηλεγραφικῶς ὁ Δήμαρχος τοῦ χωρίου, ὁ ὁποῖος ἐξέφρασε τὴν γνώμην ὅτι ὁ αἰχμάλωτος εἶνε ἀσθενής.	[796, 474, 995, 604]
divider	[32, 271, 264, 272]
paragraph: Ἄλλως τε, προσέθεσεν ἡ ἐπιτροπή, λαμβανομένης ὑπ' ὄψιν ὅτι ἐνῷ τὸ Κράτος καταρτίζει νόμον διὰ τὴν πώλησιν τοῦ φαρμάκου τούτου, δὲν θὰ ἦτο ὀρθὸν νὰ ἐμπιστευθῇ τὴν προμήθειαν εἰς μὴ εἰδικὰ πρόσωπα. Καὶ τὸ σχέδιον τῆς ἐπιτροπῆς ὑποβληθὲν θὰ μελετηθῇ ὑπὸ τοῦ κ. ὑπουργοῦ.	[516, 446, 784, 537]
paragraph: Θίβας καὶ Χαλκίδα.	[44, 765, 149, 778]
divider	[1216, 528, 1568, 533]
subheadline: ΕΝ ΙΚΟΝΟΓΡΑΦΗΜΑ ΤΗΣ ΑΕΙΜΝΗΣΤ ΑΛΕΞΑΝΔΡΑΣ	[1401, 1558, 1564, 1579]
paragraph: Τὸ κατάστημα ἐξ ἡμῶν ἐφημερίδων ἐπωλεῖτο ἐν Θεσσαλονίκῃ μεταξὺ ἄλλων ἐπὶ ἀξία 50 μέχρις 60 λεπτῶν.	[1216, 496, 1568, 522]
signature: Ε. Α. Κατσιβελάκης	[661, 1281, 780, 1293]
paragraph: Μετὰ τὰς μεταξὺ ἀστυνομίας καὶ χωροφυλακῆς ἀντεγκλήσεις ταύτας, ἡ ἀστυνομικὴ ἀρχὴ προέβη εἰς τὴν πρώτην σύλληψιν. Καθ' ἃς ἡμέρας ὁ Ροβέρτος Ἄμποτ εὑρίσκετο αἰχμάλωτος, συνέβη νὰ ἀσθενήσῃ. Προσεκλήθη δὲ πρὸς θεραπείαν του ἐμπειρικὸς ἰατρός, ὅστις ἐπὶ τρεῖς ἡμέρας τακτικῶς ἐπεσκέπτετο τὸν ἀσθενῆ.	[1005, 386, 1204, 516]
headline: Η ΑΝΑΧΩΡΗΣΙΣ	[1323, 1289, 1461, 1311]
headline: ΦΑΡΜΑΚΕΥΤΙΚΟΝ ΧΗΜΕΙΟΝ	[285, 225, 495, 244]
signature: Ε. ΚΡΟΥΤΖΙΑΝΗ-ΑΛΙΠΡΑΝΤΗ	[98, 1293, 260, 1306]
divider	[276, 969, 504, 970]
advert-box	[32, 1474, 264, 1521]
divider	[32, 1312, 264, 1313]
paragraph: ΤΕΤΑΡΤΗ, 9 Μαΐου. Εἰς Κόρτζα (Γουδί) 10 π. μ. Εἰς Εὔριπον ἐν γένει καὶ Ἀργοστόλι καὶ Ἤπειρον (Φιλίππ) μεσημβρίαν. Εἰς Αἴγυπτον καὶ Κύπρον (Ῥωσσίκ) 1 μ. μ.	[516, 642, 784, 694]
divider	[32, 533, 264, 534]
column-rule	[270, 150, 271, 2222]
divider	[276, 1134, 504, 1135]
paragraph: Κατ' ἀσφαλεῖς ἡμῶν πληροφορίας, αἱ ἀρχαὶ Θεσσαλονίκης ἀναγκασθεῖσαι ἐκ τῆς ἀγανακτήσεως τοῦ κόσμου καὶ τῶν Εὐρωπαίων διὰ τὴν ἐπὶ τρεῖς ἑβδομάδας ἀδιάκοπον τῶν ληστῶν ἀνακάλυψιν καὶ καταδίωξιν τῶν δραστῶν τῆς αἰχμαλωσίας τοῦ Ροβέρτου Ἄμποτ, ἤρξαντο ἐνεργοῦσαι μετὰ ζήλου.	[796, 340, 995, 470]
advert-subtitle: ΘΕΡΑΠΕΙΑ ΒΕΒΑΙΑ · διὰ τῶν ΣΙΡΟΠΙΩΝ τοῦ HENRY MURE	[35, 1491, 261, 1515]
paragraph: Ἡ Ἐθνικὴ Τράπεζα δέχεται ἐντόκους καταθέσεις εἰς τρεχούμενον λογαριασμὸν καὶ ἐπὶ προθεσμίᾳ. Τόκοι καταθέσεων:	[32, 1368, 264, 1407]
divider	[276, 1278, 504, 1279]
headline: Η ΕΠΙΣΤΟΛΗ	[82, 900, 214, 925]
headline: ΤΟΥ ΔΗΜΑΡΧΟΥ ΤΗΣ ΡΩΜΗΣ	[39, 925, 257, 944]
classified-ad: Ἐκποιεῖται ἀπὸ σήμερον τὸ ἐπὶ τῆς ὁδοῦ Σταδίου ἀντικρὺ τῆς Βουλῆς μεγάλο ὑαλοπωλεῖον καὶ πρατήριον ἀρκετὰ ἐμπορευμάτων. Πληροφορίαι εἰς τὸ ἐν Πειραιεῖ ὑαλοπωλεῖον. Σταμ. Παπαλιονάκου (Τηλέφωνον 118).	[276, 1050, 504, 1128]
signature: Ὁ Πρόεδρος τῆς Βουλῆς	[857, 1001, 986, 1014]
paragraph: ΚΕΡΚΥΡΑ, 8 Μαΐου.— Τὴν δεκάτην ὥραν τῆς πρωίας ὁ Βασιλεὺς ἐπεσκέφθη τὸ Δημαρχεῖον. Εἰς τὴν θύραν ἀνέμενε τὸν Βασιλέα ὁ Δήμαρχος κ. Κόλλας καὶ οἱ δημοτικοὶ σύμβουλοι. Ὁ Βασιλεὺς ἀνελθὼν εἰς τὴν αἴθουσαν τοῦ Συμβουλίου εἶπεν πρὸς τὸν Δήμαρχον:	[1216, 1313, 1387, 1443]
paragraph: Χαρακτηριστικὴ τῆς βουλγαρικῆς ψευδολογίας εἶνε μία εἴδησις δημοσιευομένη ἐν τῷ «Γαγρόβων τῆς Σόφιας» καὶ ἀναπαραγομένη ἐν Θεσσαλονίκῃ. Κατὰ τὸν Βούλγαρον ἀνταποκριτὴν ὁ Ἑλλην πρόξενος Σερρῶν κ. Σαχτούρης πρό τινων ἡμερῶν εἰς τὸ Δοβικτὴ ὅπου πρὸς προσχώρησιν τοῦ χωρίου εἰς τὰ ἑλληνικά.	[1216, 302, 1568, 380]
signature: Ὁ Δήμαρχος	[195, 1278, 260, 1291]
dateline: Ἐν Ἀθήναις τῇ 8 Μαΐου 1907	[312, 262, 468, 275]
classified-ad: ΔΙΔΑΣΚΑΛΙΣΣΑ μετὰ πολυετοῦς καὶ ἐπιτυχοῦς πείρας ἀναλαμβάνει παραγγελίας ἐργόχειρων διὰ προῖκας, ἐπὶ ἀπαγγελίας ἐπὶ λογικῇ τιμῇ ἐπιστεύουσα προσαντηχεῖ τὰς σελίδας.	[276, 898, 504, 963]
headline: ΚΟΙΝΩΝΙΚΑ	[606, 709, 694, 728]
paragraph: Ὁ κ. Καλαμπούτης, εἰδικὸς ἰατρὸς τῶν νοσημάτων τῶν ὀφθαλμῶν ὑποδέχεται τοὺς πάσχοντας καθ' ἑκάστην 8—10 π. μ. καὶ 3—5 μ. μ.	[516, 1066, 784, 1118]
